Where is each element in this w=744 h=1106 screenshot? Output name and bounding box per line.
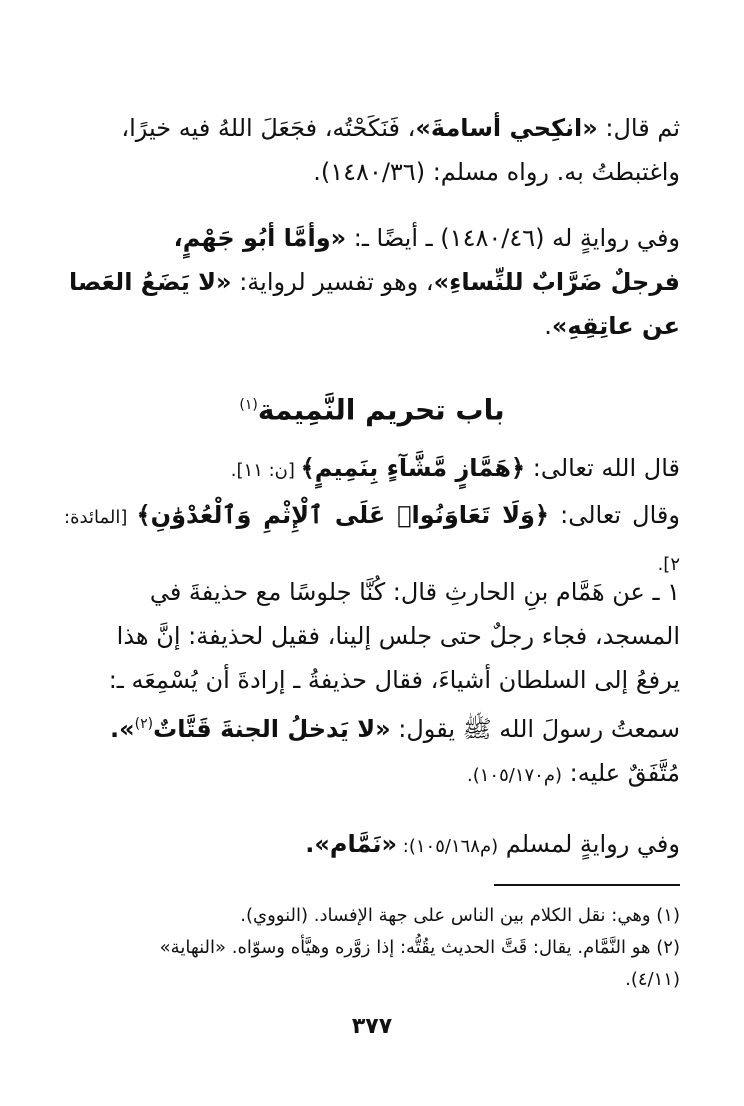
verse-text: ﴿وَلَا تَعَاوَنُوا۟ عَلَى ٱلْإِثْمِ وَٱلْعُدْوَٰنِ﴾: [136, 501, 549, 529]
bold-quote: «انكِحي أسامةَ»: [415, 114, 598, 142]
text: سمعتُ رسولَ الله ﷺ يقول:: [390, 715, 680, 743]
text: .: [544, 312, 552, 340]
page-number: ٣٧٧: [351, 1014, 393, 1039]
footnote-2: (٢) هو النَّمَّام. يقال: قَتَّ الحديث يقُتُّه: إذا زوَّره وهيَّأه وسوّاه. «النهاية»: [159, 937, 680, 958]
paragraph-2: [64, 216, 680, 348]
paragraph-3: [64, 822, 680, 869]
reference: (م١٠٥/١٦٨):: [397, 836, 499, 857]
hadith-1: [64, 570, 680, 798]
chapter-heading: [0, 380, 744, 435]
text: وفي روايةٍ له (١٤٨٠/٤٦) ـ أيضًا ـ:: [346, 224, 680, 252]
bold-quote: عن عاتِقِهِ»: [551, 312, 680, 340]
text: وفي روايةٍ لمسلم: [498, 830, 680, 858]
bold-quote: فرجلٌ ضَرَّابٌ للنِّساءِ»: [433, 268, 680, 296]
line: المسجد، فجاء رجلٌ حتى جلس إلينا، فقيل لحذيفة: إنَّ هذا: [116, 622, 680, 650]
verse-reference: [المائدة: ٢].: [64, 507, 680, 575]
line: [64, 702, 680, 751]
line: واغتبطتُ به. رواه مسلم: (١٤٨٠/٣٦).: [313, 158, 680, 186]
footnote-1: (١) وهي: نقل الكلام بين الناس على جهة الإفساد. (النووي).: [240, 905, 680, 926]
text: .: [305, 830, 315, 858]
bold-quote: «نَمَّام»: [314, 830, 398, 858]
line: [64, 106, 680, 150]
text: ثم قال:: [597, 114, 680, 142]
line: يرفعُ إلى السلطان أشياءَ، فقال حذيفةُ ـ إرادةَ أن يُسْمِعَه ـ:: [108, 666, 680, 694]
text: وقال تعالى:: [549, 501, 680, 529]
bold-quote: «لا يَضَعُ العَصا: [68, 268, 232, 296]
line: ١ ـ عن هَمَّام بنِ الحارثِ قال: كُنَّا جلوسًا مع حذيفةَ في: [149, 578, 680, 606]
line: [64, 751, 680, 798]
line: [64, 822, 680, 869]
text: ».: [110, 715, 135, 743]
line: [64, 216, 680, 260]
verse-1: [64, 446, 680, 493]
bold-quote: «وأمَّا أبُو جَهْمٍ،: [173, 224, 347, 252]
heading-title: باب تحريم النَّمِيمة: [257, 393, 505, 427]
line: [64, 260, 680, 304]
text: ، وهو تفسير لرواية:: [231, 268, 434, 296]
footnote-marker: (١): [239, 397, 258, 413]
footnote-divider: [494, 884, 680, 886]
footnote-2-continuation: (٤/١١).: [625, 969, 680, 990]
quran-verses: [64, 446, 680, 587]
reference: (م١٠٥/١٧٠).: [467, 765, 563, 786]
line: [64, 304, 680, 348]
verse-text: ﴿هَمَّازٍ مَّشَّآءٍ بِنَمِيمٍ﴾: [300, 454, 526, 482]
footnote-marker: (٢): [134, 716, 154, 732]
verse-reference: [ن: ١١].: [230, 460, 301, 481]
paragraph-1: [64, 106, 680, 194]
text: مُتَّفَقٌ عليه:: [562, 759, 680, 787]
bold-quote: «لا يَدخلُ الجنةَ قَتَّاتٌ: [153, 715, 391, 743]
footnotes: [64, 900, 680, 996]
text: قال الله تعالى:: [525, 454, 680, 482]
text: ، فَنَكَحْتُه، فجَعَلَ اللهُ فيه خيرًا،: [121, 114, 416, 142]
